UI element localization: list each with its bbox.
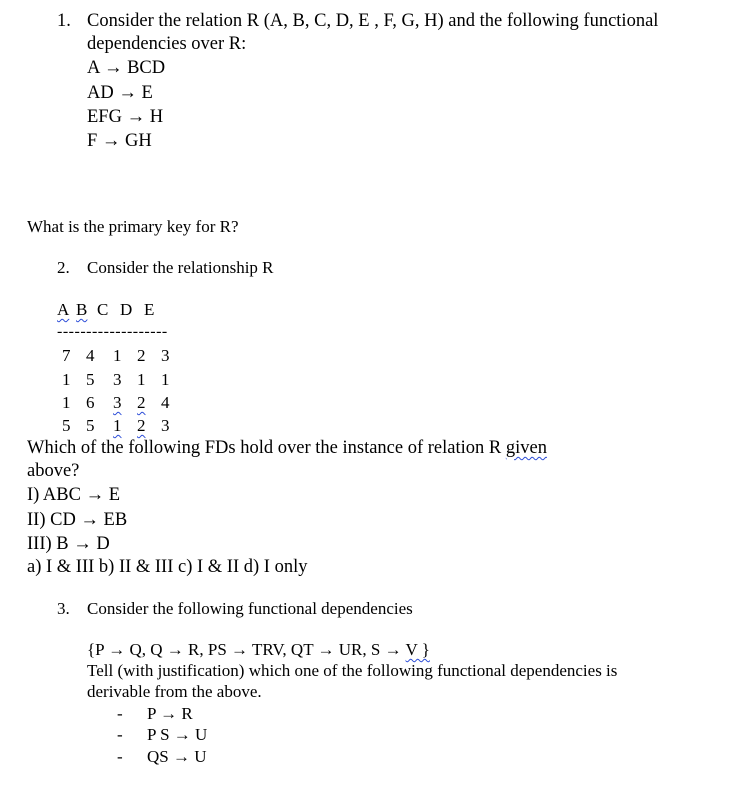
- q2-option-1: I) ABC → E: [27, 485, 121, 505]
- q2-question-text: Which of the following FDs hold over the instance of relation R: [27, 438, 506, 458]
- q2-table-separator: -------------------: [57, 323, 168, 340]
- q2-number: 2.: [57, 258, 70, 277]
- table-cell: 5: [62, 416, 71, 435]
- q2-question-line1: [27, 439, 547, 458]
- q1-fd-2: AD → E: [87, 83, 153, 103]
- table-cell: 3: [161, 416, 170, 435]
- q2-option-3: III) B → D: [27, 534, 110, 554]
- table-cell: 1: [113, 416, 122, 435]
- q2-table-header: [57, 301, 154, 318]
- table-cell: 2: [137, 416, 146, 435]
- table-cell: 5: [86, 416, 95, 435]
- q2-col-d: D: [120, 300, 133, 319]
- table-cell: 2: [137, 346, 146, 365]
- q3-tell-line2: derivable from the above.: [87, 682, 262, 701]
- q2-col-e: E: [144, 300, 155, 319]
- table-row: [62, 417, 170, 434]
- table-cell: 7: [62, 346, 71, 365]
- q3-fd-set-text: {P → Q, Q → R, PS → TRV, QT → UR, S →: [87, 640, 406, 659]
- q3-fd-set-end: V }: [405, 640, 430, 659]
- table-row: [62, 394, 170, 411]
- table-cell: 1: [62, 370, 71, 389]
- q2-option-2: II) CD → EB: [27, 510, 128, 530]
- table-cell: 3: [161, 346, 170, 365]
- table-cell: 3: [113, 370, 122, 389]
- q3-item-1: P → R: [147, 704, 193, 723]
- q2-col-c: C: [97, 300, 109, 319]
- q3-item-2: P S → U: [147, 725, 208, 744]
- table-cell: 1: [137, 370, 146, 389]
- q1-fd-3: EFG → H: [87, 107, 164, 127]
- q2-answers: a) I & III b) II & III c) I & II d) I only: [27, 557, 308, 577]
- q2-question-word: given: [505, 438, 547, 458]
- table-cell: 1: [161, 370, 170, 389]
- q3-number: 3.: [57, 599, 70, 618]
- table-cell: 6: [86, 393, 95, 412]
- q3-line1: Consider the following functional dependencies: [87, 599, 413, 618]
- q1-number: 1.: [57, 11, 71, 31]
- table-cell: 4: [161, 393, 170, 412]
- q3-bullet: -: [117, 725, 123, 744]
- q1-line1: Consider the relation R (A, B, C, D, E , F, G, H) and the following functional: [87, 11, 659, 31]
- q1-fd-1: A → BCD: [87, 58, 166, 78]
- table-cell: 1: [113, 346, 122, 365]
- table-cell: 4: [86, 346, 95, 365]
- table-row: [62, 371, 170, 388]
- table-row: [62, 347, 170, 364]
- q1-question: What is the primary key for R?: [27, 217, 239, 236]
- q3-bullet: -: [117, 747, 123, 766]
- q2-col-a: A: [57, 300, 70, 319]
- q3-tell-line1: Tell (with justification) which one of the following functional dependencies is: [87, 661, 618, 680]
- table-cell: 5: [86, 370, 95, 389]
- table-cell: 1: [62, 393, 71, 412]
- q3-fd-set: [87, 641, 430, 658]
- q3-bullet: -: [117, 704, 123, 723]
- q2-line1: Consider the relationship R: [87, 258, 274, 277]
- q1-line2: dependencies over R:: [87, 34, 247, 54]
- q1-fd-4: F → GH: [87, 131, 152, 151]
- q2-col-b: B: [76, 300, 88, 319]
- q3-item-3: QS → U: [147, 747, 207, 766]
- table-cell: 3: [113, 393, 122, 412]
- table-cell: 2: [137, 393, 146, 412]
- q2-question-line2: above?: [27, 461, 80, 481]
